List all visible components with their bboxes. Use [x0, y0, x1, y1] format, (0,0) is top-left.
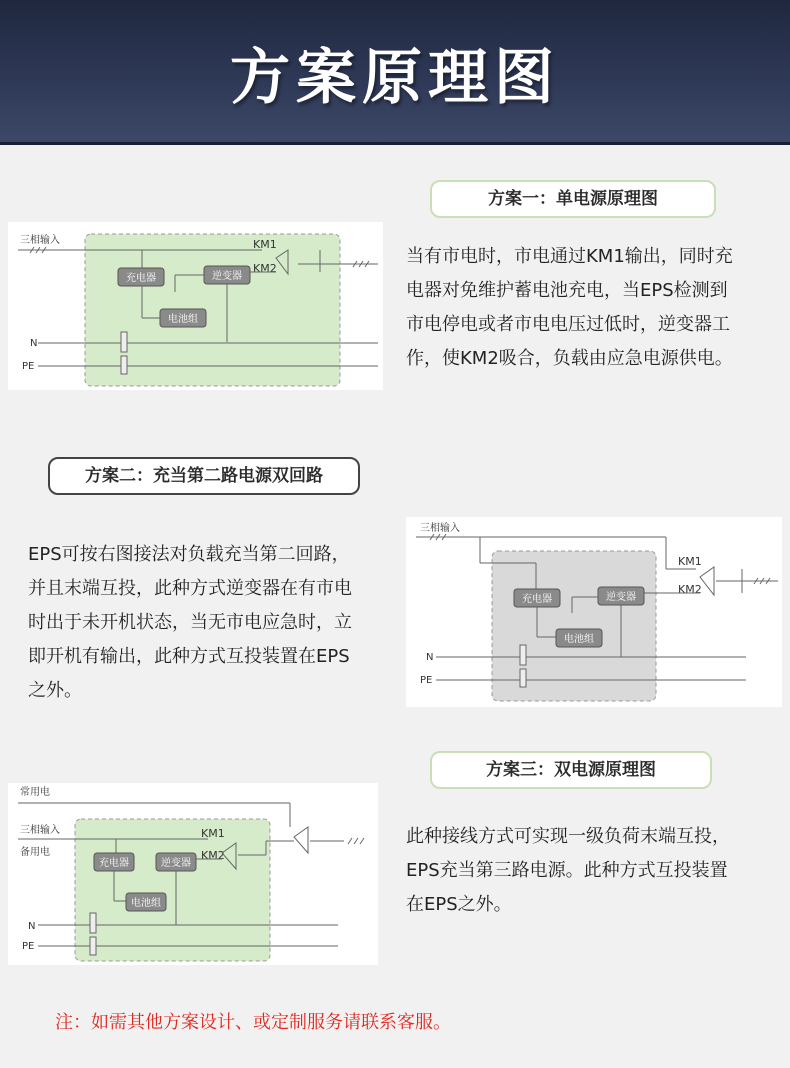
scheme3-inverter-label: 逆变器: [161, 858, 191, 869]
scheme2-battery-label: 电池组: [564, 634, 594, 645]
scheme2-n-label: N: [426, 652, 434, 663]
scheme1-line: 市电停电或者市电电压过低时，逆变器工: [406, 314, 730, 335]
scheme1-km1-label: KM1: [253, 238, 277, 251]
scheme2-three-phase-label: 三相输入: [420, 523, 460, 534]
scheme2-title: 方案二：充当第二路电源双回路: [48, 457, 360, 495]
scheme3-line: EPS充当第三路电源。此种方式互投装置: [406, 860, 728, 881]
scheme1-three-phase-label: 三相输入: [20, 235, 60, 246]
scheme2-pe-label: PE: [420, 675, 433, 686]
scheme3-diagram: [8, 783, 378, 965]
scheme2-line: EPS可按右图接法对负载充当第二回路，: [28, 544, 350, 565]
scheme2-line: 即开机有输出，此种方式互投装置在EPS: [28, 646, 350, 667]
scheme2-km2-label: KM2: [678, 583, 702, 596]
scheme3-line: 此种接线方式可实现一级负荷末端互投，: [406, 826, 730, 847]
scheme2-diagram: [406, 517, 782, 707]
scheme1-km2-label: KM2: [253, 262, 277, 275]
scheme1-line: 当有市电时，市电通过KM1输出，同时充: [406, 246, 733, 267]
scheme3-km2-label: KM2: [201, 849, 225, 862]
scheme3-description: [406, 820, 776, 922]
scheme3-backup-label: 备用电: [20, 847, 50, 858]
scheme2-inverter-label: 逆变器: [606, 592, 636, 603]
scheme3-line: 在EPS之外。: [406, 894, 512, 915]
scheme3-battery-label: 电池组: [131, 898, 161, 909]
scheme1-inverter-label: 逆变器: [212, 271, 242, 282]
scheme3-pe-label: PE: [22, 941, 35, 952]
scheme2-description: [28, 538, 398, 708]
scheme1-description: [406, 240, 776, 376]
scheme1-charger-label: 充电器: [126, 273, 156, 284]
scheme3-title: 方案三：双电源原理图: [430, 751, 712, 789]
scheme3-km1-label: KM1: [201, 827, 225, 840]
scheme2-line: 之外。: [28, 680, 82, 701]
scheme1-pe-label: PE: [22, 361, 35, 372]
scheme1-diagram: [8, 222, 383, 390]
scheme3-n-label: N: [28, 921, 36, 932]
contact-note: 注：如需其他方案设计、或定制服务请联系客服。: [55, 1012, 451, 1033]
scheme2-charger-label: 充电器: [522, 594, 552, 605]
scheme1-line: 电器对免维护蓄电池充电，当EPS检测到: [406, 280, 728, 301]
scheme2-km1-label: KM1: [678, 555, 702, 568]
scheme1-line: 作，使KM2吸合，负载由应急电源供电。: [406, 348, 733, 369]
page-header: [0, 0, 790, 145]
scheme3-charger-label: 充电器: [99, 858, 129, 869]
scheme3-mains-label: 常用电: [20, 787, 50, 798]
scheme1-battery-label: 电池组: [168, 314, 198, 325]
scheme2-line: 时出于未开机状态，当无市电应急时，立: [28, 612, 352, 633]
scheme3-three-phase-label: 三相输入: [20, 825, 60, 836]
scheme2-line: 并且末端互投，此种方式逆变器在有市电: [28, 578, 352, 599]
scheme1-n-label: N: [30, 338, 38, 349]
scheme1-title: 方案一：单电源原理图: [430, 180, 716, 218]
page-title: 方案原理图: [230, 43, 560, 113]
